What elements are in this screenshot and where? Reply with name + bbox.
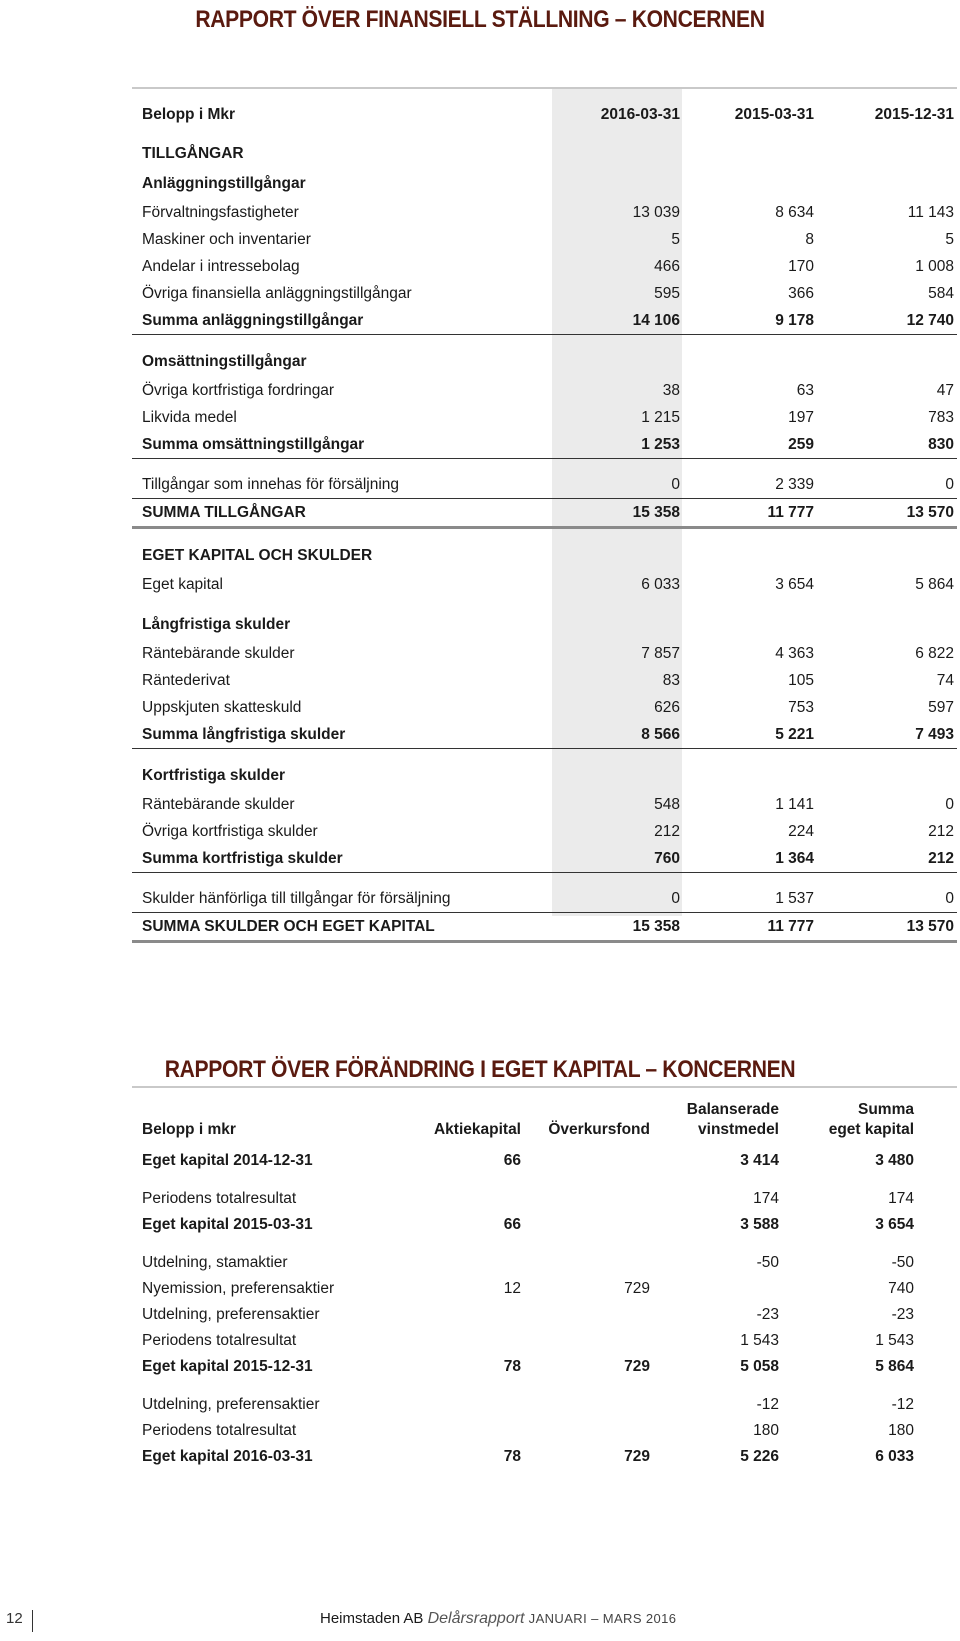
header-line: vinstmedel <box>698 1121 779 1138</box>
header-line: Balanserade <box>686 1101 779 1118</box>
row-spacer <box>132 529 957 541</box>
cell-2015-03-31: 753 <box>788 699 814 716</box>
table-row <box>132 307 957 335</box>
cell-2016-03-31: 8 566 <box>641 726 680 743</box>
cell-2015-12-31: 13 570 <box>906 504 954 521</box>
row-label: Nyemission, preferensaktier <box>142 1280 335 1297</box>
row-label: Räntebärande skulder <box>142 645 295 662</box>
row-label: Utdelning, preferensaktier <box>142 1306 320 1323</box>
cell-2015-03-31: 259 <box>788 436 814 453</box>
table-row <box>132 347 957 377</box>
cell-summa-eget-kapital: -50 <box>891 1254 914 1271</box>
row-label: Räntederivat <box>142 672 230 689</box>
cell-2015-12-31: 11 143 <box>907 204 954 221</box>
row-label: Likvida medel <box>142 409 237 426</box>
header-line: eget kapital <box>828 1121 914 1138</box>
table-header <box>132 1088 957 1148</box>
table-row <box>132 199 957 226</box>
cell-balanserade-vinstmedel: 5 226 <box>740 1448 779 1465</box>
page-footer <box>0 1604 960 1634</box>
row-label: Summa långfristiga skulder <box>142 726 346 743</box>
row-label: Räntebärande skulder <box>142 796 295 813</box>
row-spacer <box>132 1238 957 1250</box>
header-col-balanserade-vinstmedel <box>687 1100 779 1140</box>
cell-2015-12-31: 212 <box>928 850 954 867</box>
balance-sheet-table <box>132 87 957 943</box>
row-label: Eget kapital 2015-12-31 <box>142 1358 313 1375</box>
footer-brand <box>320 1610 676 1628</box>
table-row <box>132 1354 957 1380</box>
table-row <box>132 169 957 199</box>
row-label: Summa anläggningstillgångar <box>142 312 364 329</box>
cell-2015-12-31: 830 <box>928 436 954 453</box>
cell-balanserade-vinstmedel: 1 543 <box>740 1332 779 1349</box>
cell-2015-12-31: 0 <box>945 890 954 907</box>
cell-aktiekapital: 12 <box>503 1280 521 1297</box>
cell-balanserade-vinstmedel: -23 <box>756 1306 779 1323</box>
cell-2015-03-31: 197 <box>788 409 814 426</box>
row-label: EGET KAPITAL OCH SKULDER <box>142 547 373 564</box>
cell-aktiekapital: 66 <box>503 1152 521 1169</box>
cell-2016-03-31: 1 215 <box>641 409 680 426</box>
cell-2016-03-31: 595 <box>654 285 680 302</box>
cell-2015-03-31: 1 537 <box>775 890 814 907</box>
row-label: Skulder hänförliga till tillgångar för försäljning <box>142 890 451 907</box>
cell-2015-12-31: 5 864 <box>915 576 954 593</box>
table-row <box>132 431 957 459</box>
table-row <box>132 791 957 818</box>
cell-2015-03-31: 366 <box>788 285 814 302</box>
header-col-overkursfond <box>548 1120 650 1140</box>
cell-2015-03-31: 8 634 <box>775 204 814 221</box>
table-row <box>132 377 957 404</box>
cell-2015-03-31: 11 777 <box>767 504 814 521</box>
table-row <box>132 139 957 169</box>
row-label: Maskiner och inventarier <box>142 231 311 248</box>
table-row <box>132 1328 957 1354</box>
cell-2016-03-31: 15 358 <box>632 918 680 935</box>
table-row <box>132 253 957 280</box>
table-row <box>132 226 957 253</box>
cell-2015-12-31: 12 740 <box>906 312 954 329</box>
cell-balanserade-vinstmedel: 3 588 <box>740 1216 779 1233</box>
table-row <box>132 471 957 499</box>
row-label: SUMMA TILLGÅNGAR <box>142 504 306 521</box>
row-label: Eget kapital 2014-12-31 <box>142 1152 313 1169</box>
cell-2015-12-31: 584 <box>928 285 954 302</box>
cell-balanserade-vinstmedel: 3 414 <box>740 1152 779 1169</box>
table-row <box>132 845 957 873</box>
cell-2015-03-31: 105 <box>788 672 814 689</box>
header-col-summa-eget-kapital <box>829 1100 914 1140</box>
cell-2015-03-31: 2 339 <box>775 476 814 493</box>
row-label: Övriga finansiella anläggningstillgångar <box>142 285 412 302</box>
cell-2015-03-31: 224 <box>788 823 814 840</box>
header-col-2015-03-31: 2015-03-31 <box>734 106 814 123</box>
table-row <box>132 610 957 640</box>
cell-summa-eget-kapital: -12 <box>891 1396 914 1413</box>
cell-2015-12-31: 0 <box>945 796 954 813</box>
cell-2016-03-31: 13 039 <box>632 204 680 221</box>
table-row <box>132 640 957 667</box>
cell-overkursfond: 729 <box>624 1358 650 1375</box>
table-header <box>132 89 957 139</box>
cell-2015-03-31: 1 364 <box>775 850 814 867</box>
table-row <box>132 885 957 913</box>
balance-sheet-body <box>132 139 957 943</box>
row-label: Periodens totalresultat <box>142 1332 297 1349</box>
table-row <box>132 1392 957 1418</box>
equity-changes-table <box>132 1086 957 1470</box>
row-label: Långfristiga skulder <box>142 616 291 633</box>
footer-period: JANUARI – MARS 2016 <box>528 1611 677 1626</box>
table-row <box>132 541 957 571</box>
row-label: Anläggningstillgångar <box>142 175 306 192</box>
cell-2016-03-31: 6 033 <box>641 576 680 593</box>
footer-divider <box>32 1610 33 1632</box>
header-col-2016-03-31: 2016-03-31 <box>600 106 680 123</box>
row-label: SUMMA SKULDER OCH EGET KAPITAL <box>142 918 435 935</box>
table-row <box>132 667 957 694</box>
cell-2015-12-31: 783 <box>928 409 954 426</box>
cell-2015-12-31: 7 493 <box>915 726 954 743</box>
table-row <box>132 1302 957 1328</box>
cell-2016-03-31: 466 <box>654 258 680 275</box>
cell-2016-03-31: 15 358 <box>632 504 680 521</box>
footer-document: Delårsrapport <box>427 1610 525 1627</box>
row-label: Tillgångar som innehas för försäljning <box>142 476 400 493</box>
cell-2015-12-31: 5 <box>945 231 954 248</box>
row-label: Utdelning, stamaktier <box>142 1254 288 1271</box>
row-spacer <box>132 459 957 471</box>
cell-2015-12-31: 1 008 <box>915 258 954 275</box>
row-label: Uppskjuten skatteskuld <box>142 699 302 716</box>
cell-2016-03-31: 5 <box>671 231 680 248</box>
row-label: Kortfristiga skulder <box>142 767 285 784</box>
cell-2015-12-31: 74 <box>936 672 954 689</box>
row-label: Periodens totalresultat <box>142 1422 297 1439</box>
row-label: Summa omsättningstillgångar <box>142 436 365 453</box>
cell-2015-03-31: 9 178 <box>775 312 814 329</box>
table-row <box>132 818 957 845</box>
row-label: Eget kapital 2015-03-31 <box>142 1216 313 1233</box>
cell-summa-eget-kapital: -23 <box>891 1306 914 1323</box>
table-row <box>132 913 957 943</box>
row-label: Övriga kortfristiga skulder <box>142 823 318 840</box>
cell-summa-eget-kapital: 1 543 <box>875 1332 914 1349</box>
cell-2015-12-31: 0 <box>945 476 954 493</box>
cell-2015-03-31: 63 <box>796 382 814 399</box>
row-label: Omsättningstillgångar <box>142 353 307 370</box>
cell-summa-eget-kapital: 174 <box>888 1190 914 1207</box>
cell-2016-03-31: 1 253 <box>641 436 680 453</box>
table-row <box>132 694 957 721</box>
page-number: 12 <box>6 1610 23 1627</box>
cell-2016-03-31: 760 <box>654 850 680 867</box>
cell-summa-eget-kapital: 180 <box>888 1422 914 1439</box>
cell-2015-03-31: 4 363 <box>775 645 814 662</box>
cell-2016-03-31: 548 <box>654 796 680 813</box>
cell-2016-03-31: 7 857 <box>641 645 680 662</box>
cell-2015-12-31: 212 <box>928 823 954 840</box>
table-row <box>132 1276 957 1302</box>
cell-2016-03-31: 14 106 <box>632 312 680 329</box>
cell-2015-12-31: 6 822 <box>915 645 954 662</box>
table-row <box>132 761 957 791</box>
row-spacer <box>132 1174 957 1186</box>
row-label: Andelar i intressebolag <box>142 258 300 275</box>
header-label: Belopp i Mkr <box>142 106 236 123</box>
cell-aktiekapital: 78 <box>503 1358 521 1375</box>
table-row <box>132 721 957 749</box>
header-line: Summa <box>858 1101 914 1118</box>
cell-balanserade-vinstmedel: 180 <box>753 1422 779 1439</box>
footer-company: Heimstaden AB <box>320 1610 424 1627</box>
cell-2015-03-31: 3 654 <box>775 576 814 593</box>
row-spacer <box>132 873 957 885</box>
header-line: Aktiekapital <box>433 1121 521 1138</box>
cell-2016-03-31: 0 <box>671 890 680 907</box>
table-row <box>132 1212 957 1238</box>
cell-2015-03-31: 5 221 <box>775 726 814 743</box>
table-row <box>132 1418 957 1444</box>
cell-2016-03-31: 0 <box>671 476 680 493</box>
cell-2015-03-31: 1 141 <box>775 796 814 813</box>
cell-2015-03-31: 8 <box>805 231 814 248</box>
table-row <box>132 1186 957 1212</box>
header-col-aktiekapital <box>434 1120 521 1140</box>
row-label: Utdelning, preferensaktier <box>142 1396 320 1413</box>
cell-2015-12-31: 13 570 <box>906 918 954 935</box>
equity-changes-body <box>132 1148 957 1470</box>
cell-overkursfond: 729 <box>624 1448 650 1465</box>
cell-balanserade-vinstmedel: -50 <box>756 1254 779 1271</box>
cell-2015-03-31: 170 <box>788 258 814 275</box>
row-label: Summa kortfristiga skulder <box>142 850 343 867</box>
cell-summa-eget-kapital: 6 033 <box>875 1448 914 1465</box>
header-label: Belopp i mkr <box>142 1121 236 1138</box>
row-label: Periodens totalresultat <box>142 1190 297 1207</box>
cell-balanserade-vinstmedel: -12 <box>756 1396 779 1413</box>
table-row <box>132 571 957 598</box>
cell-summa-eget-kapital: 5 864 <box>875 1358 914 1375</box>
cell-aktiekapital: 78 <box>503 1448 521 1465</box>
cell-2016-03-31: 212 <box>654 823 680 840</box>
cell-2016-03-31: 38 <box>662 382 680 399</box>
balance-sheet-title: RAPPORT ÖVER FINANSIELL STÄLLNING – KONCERNEN <box>195 6 765 33</box>
cell-summa-eget-kapital: 3 480 <box>875 1152 914 1169</box>
cell-2016-03-31: 626 <box>654 699 680 716</box>
row-label: TILLGÅNGAR <box>142 145 244 162</box>
cell-2015-12-31: 597 <box>928 699 954 716</box>
table-row <box>132 1444 957 1470</box>
cell-aktiekapital: 66 <box>503 1216 521 1233</box>
row-label: Förvaltningsfastigheter <box>142 204 299 221</box>
cell-summa-eget-kapital: 3 654 <box>875 1216 914 1233</box>
cell-balanserade-vinstmedel: 174 <box>753 1190 779 1207</box>
table-row <box>132 404 957 431</box>
row-label: Övriga kortfristiga fordringar <box>142 382 335 399</box>
cell-2015-12-31: 47 <box>936 382 954 399</box>
row-spacer <box>132 749 957 761</box>
row-label: Eget kapital <box>142 576 223 593</box>
row-spacer <box>132 598 957 610</box>
header-col-2015-12-31: 2015-12-31 <box>874 106 954 123</box>
row-spacer <box>132 1380 957 1392</box>
cell-2016-03-31: 83 <box>662 672 680 689</box>
cell-balanserade-vinstmedel: 5 058 <box>740 1358 779 1375</box>
cell-overkursfond: 729 <box>624 1280 650 1297</box>
row-spacer <box>132 335 957 347</box>
table-row <box>132 280 957 307</box>
header-line: Överkursfond <box>548 1121 650 1138</box>
cell-summa-eget-kapital: 740 <box>888 1280 914 1297</box>
table-row <box>132 1148 957 1174</box>
row-label: Eget kapital 2016-03-31 <box>142 1448 313 1465</box>
equity-changes-title: RAPPORT ÖVER FÖRÄNDRING I EGET KAPITAL – KONCERNEN <box>164 1056 796 1083</box>
table-row <box>132 499 957 529</box>
cell-2015-03-31: 11 777 <box>767 918 814 935</box>
table-row <box>132 1250 957 1276</box>
